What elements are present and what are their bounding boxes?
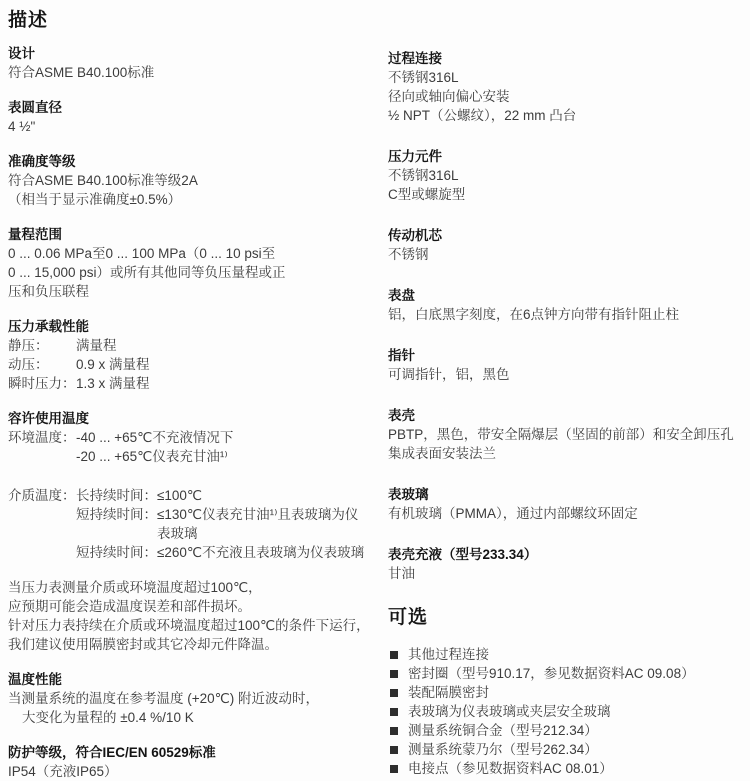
- section-ingress-protection: [8, 743, 370, 781]
- option-label: 电接点（参见数据资料AC 08.01）: [408, 761, 613, 776]
- spec-line: 径向或轴向偏心安装: [388, 89, 510, 104]
- option-item: [388, 702, 736, 721]
- spec-line: 不锈钢: [388, 247, 429, 262]
- spec-line: C型或螺旋型: [388, 187, 466, 202]
- spec-line: 不锈钢316L: [388, 168, 459, 183]
- note-line: 当压力表测量介质或环境温度超过100℃，: [8, 580, 262, 595]
- section-movement: [388, 226, 736, 264]
- spec-value: ≤100℃: [157, 488, 203, 503]
- spec-value: ≤130℃仪表充甘油¹⁾且表玻璃为仪表玻璃: [157, 507, 359, 541]
- note-line: 针对压力表持续在介质或环境温度超过100℃的条件下运行，: [8, 618, 370, 633]
- spec-line: PBTP，黑色，带安全隔爆层（坚固的前部）和安全卸压孔: [388, 427, 734, 442]
- bullet-square-icon: [390, 670, 398, 678]
- spec-value-block: [76, 486, 370, 562]
- section-pointer: [388, 346, 736, 384]
- spec-row: [8, 336, 370, 355]
- section-heading: 传动机芯: [388, 228, 442, 243]
- spec-line: 铝，白底黑字刻度，在6点钟方向带有指针阻止柱: [388, 307, 680, 322]
- option-item: [388, 645, 736, 664]
- spec-line: IP54（充液IP65）: [8, 764, 118, 779]
- spec-value: 0.9 x 满量程: [76, 357, 150, 372]
- option-label: 测量系统铜合金（型号212.34）: [408, 723, 598, 738]
- section-heading: 指针: [388, 348, 415, 363]
- option-label: 测量系统蒙乃尔（型号262.34）: [408, 742, 598, 757]
- spec-line: （相当于显示准确度±0.5%）: [8, 192, 182, 207]
- options-title: 可选: [388, 607, 429, 628]
- section-heading: 容许使用温度: [8, 411, 89, 426]
- spec-line: 不锈钢316L: [388, 70, 459, 85]
- section-pressure-limit: [8, 317, 370, 393]
- section-dial: [388, 286, 736, 324]
- spec-label: 动压：: [8, 357, 49, 372]
- spec-line: 有机玻璃（PMMA），通过内部螺纹环固定: [388, 506, 638, 521]
- section-dial-size: [8, 98, 370, 136]
- option-label: 密封圈（型号910.17，参见数据资料AC 09.08）: [408, 666, 695, 681]
- left-column: [8, 44, 370, 781]
- section-heading: 设计: [8, 46, 35, 61]
- spec-line: 4 ½": [8, 119, 36, 134]
- bullet-square-icon: [390, 765, 398, 773]
- option-label: 其他过程连接: [408, 647, 489, 662]
- section-window: [388, 485, 736, 523]
- right-column: [388, 44, 736, 781]
- bullet-square-icon: [390, 746, 398, 754]
- section-heading: 压力元件: [388, 149, 442, 164]
- bullet-square-icon: [390, 689, 398, 697]
- spec-sublabel: 短持续时间：: [76, 507, 157, 522]
- section-heading: 过程连接: [388, 51, 442, 66]
- spec-value-block: [76, 428, 370, 466]
- spec-line: -40 ... +65℃不充液情况下: [76, 430, 234, 445]
- spec-label: 介质温度：: [8, 488, 76, 503]
- spec-line: 大变化为量程的 ±0.4 %/10 K: [22, 710, 194, 725]
- option-item: [388, 683, 736, 702]
- spec-sublabel: 短持续时间：: [76, 545, 157, 560]
- spec-line: 可调指针，铝，黑色: [388, 367, 510, 382]
- spec-line: 集成表面安装法兰: [388, 446, 496, 461]
- bullet-square-icon: [390, 651, 398, 659]
- note-line: 我们建议使用隔膜密封或其它冷却元件降温。: [8, 637, 278, 652]
- option-item: [388, 740, 736, 759]
- spec-value: ≤260℃不充液且表玻璃为仪表玻璃: [157, 545, 365, 560]
- section-heading: 表壳充液（型号233.34）: [388, 547, 538, 562]
- section-temperature: [8, 409, 370, 562]
- section-heading: 压力承载性能: [8, 319, 89, 334]
- two-column-layout: [8, 44, 736, 781]
- spec-value: 1.3 x 满量程: [76, 376, 150, 391]
- section-heading: 准确度等级: [8, 154, 76, 169]
- options-list: [388, 645, 736, 778]
- section-heading: 量程范围: [8, 227, 62, 242]
- temperature-note-paragraph: [8, 578, 370, 654]
- spec-row: [8, 374, 370, 393]
- bullet-square-icon: [390, 708, 398, 716]
- section-accuracy: [8, 152, 370, 209]
- spec-value: 满量程: [76, 338, 117, 353]
- section-heading: 表玻璃: [388, 487, 429, 502]
- option-label: 表玻璃为仪表玻璃或夹层安全玻璃: [408, 704, 611, 719]
- section-case-filling: [388, 545, 736, 583]
- section-process-connection: [388, 49, 736, 125]
- section-temp-performance: [8, 670, 370, 727]
- section-heading: 表圆直径: [8, 100, 62, 115]
- spec-line: 当测量系统的温度在参考温度 (+20℃) 附近波动时，: [8, 691, 320, 706]
- spec-line: 符合ASME B40.100标准等级2A: [8, 173, 198, 188]
- section-heading: 防护等级，符合IEC/EN 60529标准: [8, 745, 216, 760]
- spec-line: -20 ... +65℃仪表充甘油¹⁾: [76, 449, 228, 464]
- spec-row: [76, 486, 370, 505]
- spec-line: 压和负压联程: [8, 284, 89, 299]
- option-label: 装配隔膜密封: [408, 685, 489, 700]
- spec-label: 静压：: [8, 338, 49, 353]
- spec-line: 0 ... 0.06 MPa至0 ... 100 MPa（0 ... 10 psi至: [8, 246, 276, 261]
- bullet-square-icon: [390, 727, 398, 735]
- section-heading: 温度性能: [8, 672, 62, 687]
- page-title: 描述: [8, 10, 49, 31]
- section-heading: 表壳: [388, 408, 415, 423]
- note-line: 应预期可能会造成温度误差和部件损坏。: [8, 599, 251, 614]
- spec-row: [76, 543, 370, 562]
- section-heading: 表盘: [388, 288, 415, 303]
- section-pressure-element: [388, 147, 736, 204]
- spec-label: 环境温度：: [8, 430, 76, 445]
- option-item: [388, 664, 736, 683]
- spec-line: 0 ... 15,000 psi）或所有其他同等负压量程或正: [8, 265, 286, 280]
- spec-row: [76, 505, 370, 543]
- spec-line: 符合ASME B40.100标准: [8, 65, 155, 80]
- ambient-temperature-row: [8, 428, 370, 466]
- section-case: [388, 406, 736, 463]
- spec-line: ½ NPT（公螺纹），22 mm 凸台: [388, 108, 577, 123]
- spec-row: [8, 355, 370, 374]
- section-design: [8, 44, 370, 82]
- option-item: [388, 759, 736, 778]
- medium-temperature-row: [8, 486, 370, 562]
- spec-label: 瞬时压力：: [8, 376, 76, 391]
- option-item: [388, 721, 736, 740]
- spec-line: 甘油: [388, 566, 415, 581]
- spec-sublabel: 长持续时间：: [76, 488, 157, 503]
- section-ranges: [8, 225, 370, 301]
